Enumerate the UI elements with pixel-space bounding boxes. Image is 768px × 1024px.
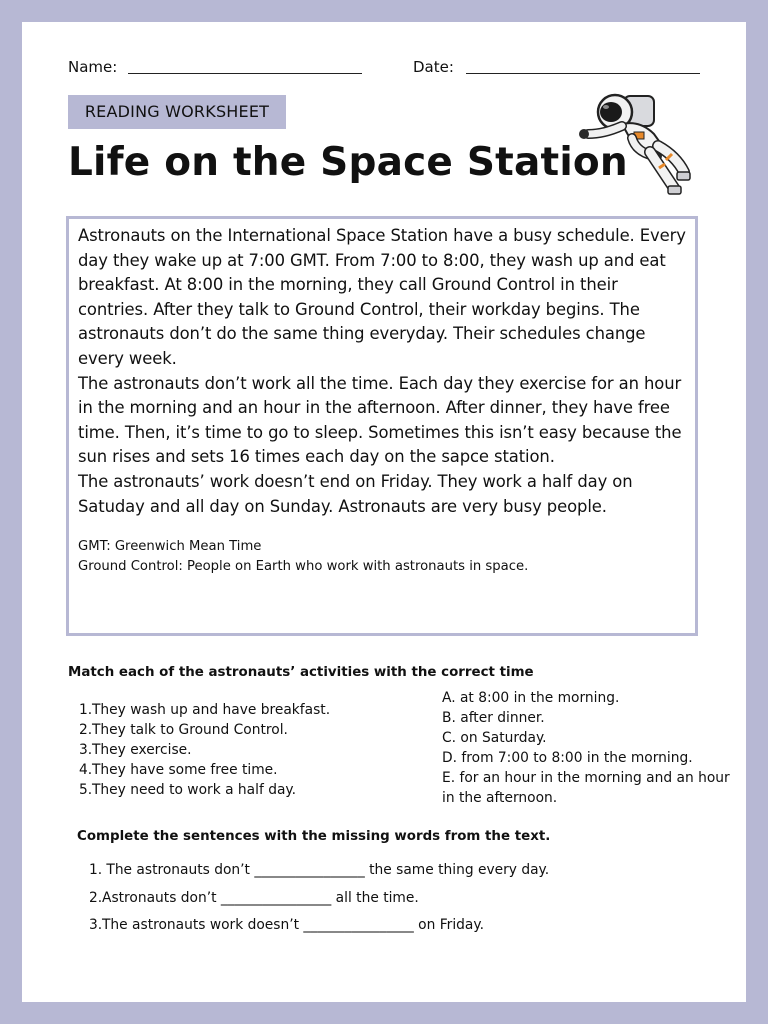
completion-heading: Complete the sentences with the missing words from the text. bbox=[77, 829, 551, 844]
name-line bbox=[128, 73, 362, 74]
list-item: D. from 7:00 to 8:00 in the morning. bbox=[442, 750, 693, 766]
list-item: 2.They talk to Ground Control. bbox=[79, 722, 288, 738]
glossary bbox=[78, 537, 686, 577]
glossary-item: Ground Control: People on Earth who work with astronauts in space. bbox=[78, 559, 529, 575]
list-item: C. on Saturday. bbox=[442, 730, 547, 746]
list-item: 1.They wash up and have breakfast. bbox=[79, 702, 331, 718]
reading-paragraph: The astronauts don’t work all the time. Each day they exercise for an hour in the morning and an hour in the afternoon. After dinner, they have free time. Then, it’s time to go to sleep. Sometimes this isn’t easy because the sun rises and sets 16 times each day on the sapce station. bbox=[78, 373, 682, 467]
list-item: 1. The astronauts don’t ________________ the same thing every day. bbox=[89, 862, 550, 878]
date-label: Date: bbox=[413, 58, 454, 76]
list-item: 3.They exercise. bbox=[79, 742, 192, 758]
times-list bbox=[442, 688, 732, 808]
worksheet-tag: READING WORKSHEET bbox=[68, 95, 286, 129]
list-item: 5.They need to work a half day. bbox=[79, 782, 296, 798]
astronaut-icon bbox=[562, 90, 702, 200]
page-title: Life on the Space Station bbox=[68, 140, 628, 185]
sentences-list bbox=[89, 862, 549, 945]
date-line bbox=[466, 73, 700, 74]
list-item: E. for an hour in the morning and an hour in the afternoon. bbox=[442, 770, 730, 806]
activities-list bbox=[79, 700, 330, 800]
matching-heading: Match each of the astronauts’ activities with the correct time bbox=[68, 665, 534, 680]
list-item: 3.The astronauts work doesn’t ________________ on Friday. bbox=[89, 917, 484, 933]
list-item: A. at 8:00 in the morning. bbox=[442, 690, 620, 706]
reading-paragraph: The astronauts’ work doesn’t end on Friday. They work a half day on Satuday and all day on Sunday. Astronauts are very busy people. bbox=[78, 471, 633, 516]
worksheet-page bbox=[22, 22, 746, 1002]
list-item: B. after dinner. bbox=[442, 710, 545, 726]
list-item: 4.They have some free time. bbox=[79, 762, 278, 778]
glossary-item: GMT: Greenwich Mean Time bbox=[78, 539, 262, 555]
list-item: 2.Astronauts don’t ________________ all the time. bbox=[89, 889, 419, 906]
name-label: Name: bbox=[68, 58, 118, 76]
reading-paragraph: Astronauts on the International Space Station have a busy schedule. Every day they wake up at 7:00 GMT. From 7:00 to 8:00, they wash up and eat breakfast. At 8:00 in the morning, they call Ground Control in their contries. After they talk to Ground Control, their workday begins. The astronauts don’t do the same thing everyday. Their schedules change every week. bbox=[78, 226, 686, 368]
reading-passage bbox=[66, 216, 698, 636]
